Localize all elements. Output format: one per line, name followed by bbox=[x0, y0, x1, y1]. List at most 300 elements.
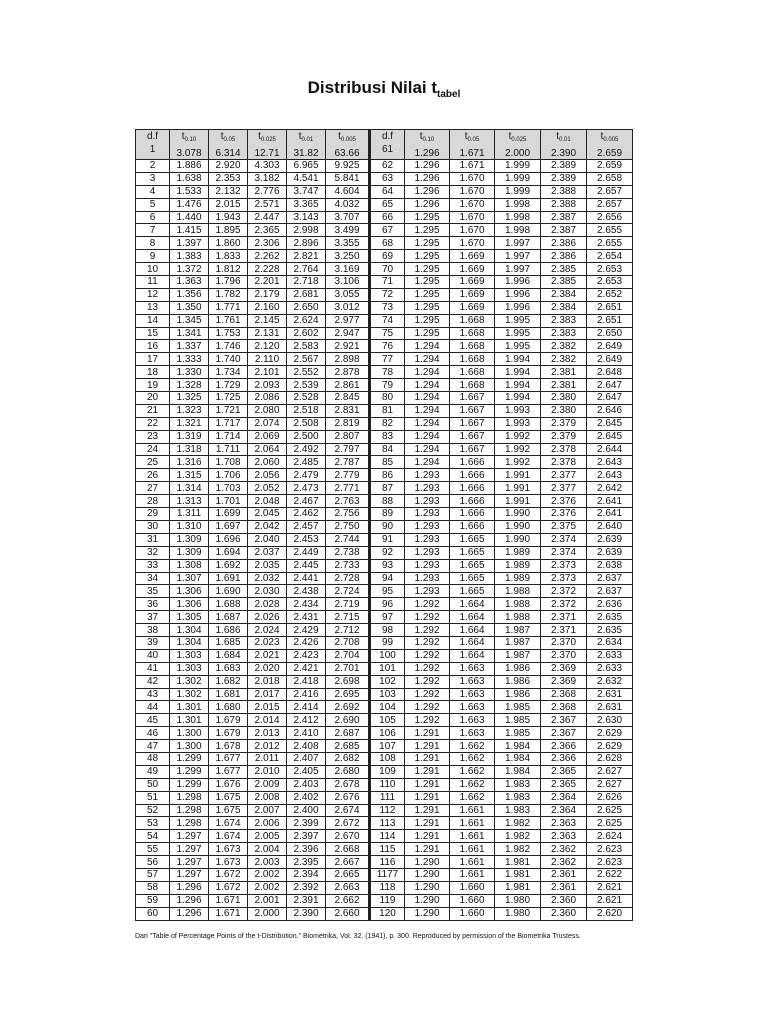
cell-value: 2.426 bbox=[287, 636, 326, 649]
cell-df: 5 bbox=[136, 198, 170, 211]
table-row bbox=[136, 740, 633, 753]
cell-value: 1.290 bbox=[405, 894, 450, 907]
cell-value: 2.492 bbox=[287, 443, 326, 456]
cell-value: 2.032 bbox=[248, 572, 287, 585]
cell-df: 44 bbox=[136, 701, 170, 714]
header-t-001-left: $t_{0.01}$ 31.82 bbox=[287, 130, 326, 160]
cell-value: 1.328 bbox=[170, 379, 209, 392]
cell-value: 2.602 bbox=[287, 327, 326, 340]
cell-value: 1.980 bbox=[495, 894, 541, 907]
header-t-010-right: $t_{0.10}$ 1.296 bbox=[405, 130, 450, 160]
cell-df: 6 bbox=[136, 211, 170, 224]
cell-value: 2.429 bbox=[287, 624, 326, 637]
cell-value: 2.365 bbox=[248, 224, 287, 237]
table-row bbox=[136, 327, 633, 340]
table-row bbox=[136, 276, 633, 289]
cell-df: 95 bbox=[370, 585, 405, 598]
cell-value: 1.323 bbox=[170, 404, 209, 417]
cell-value: 1.292 bbox=[405, 598, 450, 611]
cell-value: 1.311 bbox=[170, 508, 209, 521]
cell-value: 1.291 bbox=[405, 817, 450, 830]
cell-df: 99 bbox=[370, 636, 405, 649]
cell-value: 2.377 bbox=[541, 482, 587, 495]
table-row bbox=[136, 791, 633, 804]
cell-df: 17 bbox=[136, 353, 170, 366]
cell-value: 1.988 bbox=[495, 611, 541, 624]
cell-value: 3.143 bbox=[287, 211, 326, 224]
cell-value: 4.541 bbox=[287, 172, 326, 185]
cell-value: 1.672 bbox=[209, 881, 248, 894]
cell-value: 1.812 bbox=[209, 263, 248, 276]
cell-value: 1.315 bbox=[170, 469, 209, 482]
cell-value: 1.714 bbox=[209, 430, 248, 443]
cell-df: 56 bbox=[136, 856, 170, 869]
cell-value: 2.028 bbox=[248, 598, 287, 611]
table-row bbox=[136, 830, 633, 843]
cell-value: 1.662 bbox=[450, 778, 495, 791]
table-row bbox=[136, 495, 633, 508]
cell-df: 29 bbox=[136, 508, 170, 521]
cell-value: 2.074 bbox=[248, 417, 287, 430]
cell-value: 1.293 bbox=[405, 533, 450, 546]
cell-df: 110 bbox=[370, 778, 405, 791]
cell-value: 1.294 bbox=[405, 404, 450, 417]
cell-value: 2.920 bbox=[209, 160, 248, 173]
table-row bbox=[136, 237, 633, 250]
cell-value: 1.990 bbox=[495, 508, 541, 521]
table-row bbox=[136, 198, 633, 211]
cell-df: 51 bbox=[136, 791, 170, 804]
cell-df: 91 bbox=[370, 533, 405, 546]
cell-value: 1.638 bbox=[170, 172, 209, 185]
table-row bbox=[136, 752, 633, 765]
cell-value: 1.291 bbox=[405, 778, 450, 791]
cell-value: 2.394 bbox=[287, 868, 326, 881]
cell-value: 1.292 bbox=[405, 688, 450, 701]
cell-value: 1.292 bbox=[405, 611, 450, 624]
cell-value: 2.724 bbox=[326, 585, 370, 598]
cell-value: 1.708 bbox=[209, 456, 248, 469]
cell-value: 1.994 bbox=[495, 366, 541, 379]
cell-value: 1.999 bbox=[495, 172, 541, 185]
cell-value: 2.030 bbox=[248, 585, 287, 598]
cell-value: 1.995 bbox=[495, 340, 541, 353]
cell-value: 2.787 bbox=[326, 456, 370, 469]
cell-value: 1.296 bbox=[170, 907, 209, 920]
cell-value: 1.291 bbox=[405, 791, 450, 804]
cell-value: 1.341 bbox=[170, 327, 209, 340]
cell-value: 2.632 bbox=[587, 675, 633, 688]
cell-value: 2.380 bbox=[541, 404, 587, 417]
cell-value: 1.662 bbox=[450, 765, 495, 778]
cell-df: 104 bbox=[370, 701, 405, 714]
cell-df: 118 bbox=[370, 881, 405, 894]
cell-value: 2.014 bbox=[248, 714, 287, 727]
cell-value: 2.628 bbox=[587, 752, 633, 765]
cell-value: 2.371 bbox=[541, 611, 587, 624]
cell-value: 1.981 bbox=[495, 881, 541, 894]
cell-value: 2.228 bbox=[248, 263, 287, 276]
cell-df: 53 bbox=[136, 817, 170, 830]
cell-value: 2.004 bbox=[248, 843, 287, 856]
cell-value: 1.706 bbox=[209, 469, 248, 482]
cell-value: 2.006 bbox=[248, 817, 287, 830]
cell-value: 2.635 bbox=[587, 611, 633, 624]
cell-value: 2.681 bbox=[287, 288, 326, 301]
cell-value: 2.625 bbox=[587, 804, 633, 817]
table-row bbox=[136, 417, 633, 430]
cell-value: 2.715 bbox=[326, 611, 370, 624]
cell-df: 26 bbox=[136, 469, 170, 482]
cell-value: 1.796 bbox=[209, 276, 248, 289]
cell-value: 2.660 bbox=[326, 907, 370, 920]
table-row bbox=[136, 662, 633, 675]
cell-value: 1.987 bbox=[495, 624, 541, 637]
cell-value: 2.373 bbox=[541, 572, 587, 585]
cell-value: 1.669 bbox=[450, 301, 495, 314]
cell-value: 2.008 bbox=[248, 791, 287, 804]
cell-value: 1.304 bbox=[170, 624, 209, 637]
cell-value: 1.988 bbox=[495, 585, 541, 598]
cell-value: 2.643 bbox=[587, 469, 633, 482]
cell-value: 2.376 bbox=[541, 495, 587, 508]
cell-value: 2.647 bbox=[587, 392, 633, 405]
cell-value: 2.567 bbox=[287, 353, 326, 366]
cell-value: 1.294 bbox=[405, 417, 450, 430]
table-row bbox=[136, 340, 633, 353]
cell-df: 100 bbox=[370, 649, 405, 662]
cell-df: 28 bbox=[136, 495, 170, 508]
cell-df: 74 bbox=[370, 314, 405, 327]
cell-value: 1.319 bbox=[170, 430, 209, 443]
cell-value: 1.696 bbox=[209, 533, 248, 546]
cell-value: 2.756 bbox=[326, 508, 370, 521]
cell-value: 1.982 bbox=[495, 830, 541, 843]
cell-value: 1.295 bbox=[405, 314, 450, 327]
title-subscript: tabel bbox=[437, 89, 461, 100]
cell-value: 1.316 bbox=[170, 456, 209, 469]
cell-value: 2.131 bbox=[248, 327, 287, 340]
cell-df: 82 bbox=[370, 417, 405, 430]
cell-value: 2.621 bbox=[587, 881, 633, 894]
cell-df: 25 bbox=[136, 456, 170, 469]
cell-value: 1.293 bbox=[405, 520, 450, 533]
cell-value: 1.670 bbox=[450, 198, 495, 211]
cell-value: 2.776 bbox=[248, 185, 287, 198]
cell-df: 80 bbox=[370, 392, 405, 405]
cell-value: 1.833 bbox=[209, 250, 248, 263]
header-row bbox=[136, 130, 633, 160]
cell-value: 2.373 bbox=[541, 559, 587, 572]
cell-value: 1.305 bbox=[170, 611, 209, 624]
table-row bbox=[136, 456, 633, 469]
cell-value: 2.389 bbox=[541, 172, 587, 185]
cell-value: 3.182 bbox=[248, 172, 287, 185]
table-row bbox=[136, 301, 633, 314]
cell-value: 2.021 bbox=[248, 649, 287, 662]
cell-value: 1.984 bbox=[495, 752, 541, 765]
cell-value: 1.667 bbox=[450, 417, 495, 430]
cell-value: 1.293 bbox=[405, 495, 450, 508]
cell-value: 1.753 bbox=[209, 327, 248, 340]
cell-value: 1.980 bbox=[495, 907, 541, 920]
cell-value: 2.797 bbox=[326, 443, 370, 456]
table-row bbox=[136, 546, 633, 559]
cell-value: 1.729 bbox=[209, 379, 248, 392]
cell-value: 1.991 bbox=[495, 482, 541, 495]
cell-value: 1.666 bbox=[450, 508, 495, 521]
cell-value: 2.132 bbox=[209, 185, 248, 198]
cell-value: 1.292 bbox=[405, 714, 450, 727]
cell-value: 2.708 bbox=[326, 636, 370, 649]
cell-value: 1.666 bbox=[450, 520, 495, 533]
cell-value: 2.361 bbox=[541, 881, 587, 894]
cell-value: 2.377 bbox=[541, 469, 587, 482]
title-main: Distribusi Nilai t bbox=[307, 78, 438, 97]
table-row bbox=[136, 804, 633, 817]
cell-df: 66 bbox=[370, 211, 405, 224]
cell-value: 2.423 bbox=[287, 649, 326, 662]
cell-value: 1.297 bbox=[170, 868, 209, 881]
cell-value: 2.040 bbox=[248, 533, 287, 546]
cell-value: 2.372 bbox=[541, 598, 587, 611]
cell-value: 2.387 bbox=[541, 211, 587, 224]
cell-value: 1.297 bbox=[170, 830, 209, 843]
cell-value: 1.981 bbox=[495, 868, 541, 881]
cell-value: 2.655 bbox=[587, 237, 633, 250]
cell-value: 2.583 bbox=[287, 340, 326, 353]
t-distribution-table bbox=[135, 129, 633, 921]
cell-value: 2.641 bbox=[587, 508, 633, 521]
cell-value: 1.303 bbox=[170, 649, 209, 662]
cell-value: 2.201 bbox=[248, 276, 287, 289]
cell-value: 2.695 bbox=[326, 688, 370, 701]
cell-value: 2.384 bbox=[541, 301, 587, 314]
cell-value: 1.989 bbox=[495, 559, 541, 572]
cell-value: 1.998 bbox=[495, 224, 541, 237]
cell-df: 106 bbox=[370, 727, 405, 740]
cell-value: 1.996 bbox=[495, 301, 541, 314]
cell-value: 1.999 bbox=[495, 185, 541, 198]
cell-value: 2.728 bbox=[326, 572, 370, 585]
cell-value: 1.330 bbox=[170, 366, 209, 379]
cell-value: 1.665 bbox=[450, 585, 495, 598]
cell-value: 2.362 bbox=[541, 843, 587, 856]
cell-value: 1.296 bbox=[405, 172, 450, 185]
cell-value: 1.983 bbox=[495, 804, 541, 817]
cell-value: 2.674 bbox=[326, 804, 370, 817]
cell-value: 3.499 bbox=[326, 224, 370, 237]
cell-value: 2.445 bbox=[287, 559, 326, 572]
cell-value: 1.699 bbox=[209, 508, 248, 521]
cell-value: 1.306 bbox=[170, 585, 209, 598]
cell-value: 2.042 bbox=[248, 520, 287, 533]
cell-value: 2.434 bbox=[287, 598, 326, 611]
cell-value: 1.476 bbox=[170, 198, 209, 211]
cell-value: 1.670 bbox=[450, 172, 495, 185]
cell-value: 1.293 bbox=[405, 559, 450, 572]
cell-value: 1.297 bbox=[170, 843, 209, 856]
cell-value: 1.670 bbox=[450, 211, 495, 224]
cell-value: 2.449 bbox=[287, 546, 326, 559]
cell-value: 1.740 bbox=[209, 353, 248, 366]
table-row bbox=[136, 688, 633, 701]
cell-value: 1.292 bbox=[405, 701, 450, 714]
cell-value: 2.412 bbox=[287, 714, 326, 727]
cell-value: 1.667 bbox=[450, 430, 495, 443]
cell-value: 1.302 bbox=[170, 688, 209, 701]
cell-value: 2.659 bbox=[587, 160, 633, 173]
cell-df: 111 bbox=[370, 791, 405, 804]
cell-df: 79 bbox=[370, 379, 405, 392]
cell-value: 1.291 bbox=[405, 752, 450, 765]
cell-value: 1.984 bbox=[495, 765, 541, 778]
table-body bbox=[136, 160, 633, 921]
cell-value: 2.500 bbox=[287, 430, 326, 443]
cell-value: 2.633 bbox=[587, 662, 633, 675]
cell-value: 2.629 bbox=[587, 740, 633, 753]
cell-value: 2.360 bbox=[541, 894, 587, 907]
cell-value: 1.306 bbox=[170, 598, 209, 611]
table-row bbox=[136, 636, 633, 649]
cell-value: 2.026 bbox=[248, 611, 287, 624]
table-row bbox=[136, 482, 633, 495]
cell-value: 2.408 bbox=[287, 740, 326, 753]
cell-value: 2.650 bbox=[287, 301, 326, 314]
table-row bbox=[136, 443, 633, 456]
cell-df: 102 bbox=[370, 675, 405, 688]
cell-df: 75 bbox=[370, 327, 405, 340]
cell-df: 1177 bbox=[370, 868, 405, 881]
cell-value: 1.301 bbox=[170, 701, 209, 714]
cell-value: 2.701 bbox=[326, 662, 370, 675]
cell-value: 2.692 bbox=[326, 701, 370, 714]
cell-value: 2.639 bbox=[587, 533, 633, 546]
cell-value: 2.649 bbox=[587, 353, 633, 366]
cell-value: 2.000 bbox=[248, 907, 287, 920]
cell-value: 1.717 bbox=[209, 417, 248, 430]
cell-value: 1.694 bbox=[209, 546, 248, 559]
cell-value: 2.400 bbox=[287, 804, 326, 817]
table-row bbox=[136, 160, 633, 173]
cell-value: 2.056 bbox=[248, 469, 287, 482]
cell-value: 1.986 bbox=[495, 675, 541, 688]
cell-df: 87 bbox=[370, 482, 405, 495]
cell-value: 2.363 bbox=[541, 830, 587, 843]
cell-value: 3.250 bbox=[326, 250, 370, 263]
cell-value: 2.365 bbox=[541, 765, 587, 778]
cell-value: 2.627 bbox=[587, 765, 633, 778]
cell-value: 1.307 bbox=[170, 572, 209, 585]
cell-df: 101 bbox=[370, 662, 405, 675]
cell-value: 2.645 bbox=[587, 417, 633, 430]
footnote: Dari "Table of Percentage Points of the t-Distribution." Biometrika, Vol. 32. (1941), p. 300. Reproduced by permission of the Biometrika Trustess. bbox=[135, 933, 581, 940]
cell-value: 1.299 bbox=[170, 765, 209, 778]
cell-value: 2.262 bbox=[248, 250, 287, 263]
cell-value: 2.457 bbox=[287, 520, 326, 533]
cell-value: 2.626 bbox=[587, 791, 633, 804]
cell-df: 55 bbox=[136, 843, 170, 856]
cell-value: 1.350 bbox=[170, 301, 209, 314]
cell-df: 54 bbox=[136, 830, 170, 843]
cell-value: 1.293 bbox=[405, 585, 450, 598]
cell-value: 1.313 bbox=[170, 495, 209, 508]
cell-value: 1.991 bbox=[495, 469, 541, 482]
cell-value: 2.381 bbox=[541, 366, 587, 379]
cell-value: 1.660 bbox=[450, 881, 495, 894]
table-row bbox=[136, 868, 633, 881]
cell-value: 2.160 bbox=[248, 301, 287, 314]
cell-df: 70 bbox=[370, 263, 405, 276]
cell-value: 2.655 bbox=[587, 224, 633, 237]
cell-value: 2.438 bbox=[287, 585, 326, 598]
cell-value: 2.662 bbox=[326, 894, 370, 907]
cell-value: 1.296 bbox=[405, 185, 450, 198]
cell-df: 32 bbox=[136, 546, 170, 559]
table-row bbox=[136, 714, 633, 727]
cell-value: 1.746 bbox=[209, 340, 248, 353]
cell-value: 1.415 bbox=[170, 224, 209, 237]
cell-value: 1.995 bbox=[495, 327, 541, 340]
cell-value: 2.080 bbox=[248, 404, 287, 417]
cell-df: 77 bbox=[370, 353, 405, 366]
cell-value: 1.440 bbox=[170, 211, 209, 224]
cell-df: 18 bbox=[136, 366, 170, 379]
cell-value: 2.647 bbox=[587, 379, 633, 392]
table-row bbox=[136, 172, 633, 185]
cell-df: 10 bbox=[136, 263, 170, 276]
cell-value: 2.013 bbox=[248, 727, 287, 740]
cell-value: 1.295 bbox=[405, 224, 450, 237]
cell-df: 76 bbox=[370, 340, 405, 353]
cell-value: 2.462 bbox=[287, 508, 326, 521]
cell-value: 2.378 bbox=[541, 456, 587, 469]
cell-value: 1.294 bbox=[405, 443, 450, 456]
cell-df: 98 bbox=[370, 624, 405, 637]
cell-value: 2.712 bbox=[326, 624, 370, 637]
cell-value: 1.294 bbox=[405, 430, 450, 443]
header-t-010-left: $t_{0.10}$ 3.078 bbox=[170, 130, 209, 160]
cell-value: 1.982 bbox=[495, 843, 541, 856]
cell-value: 1.994 bbox=[495, 392, 541, 405]
cell-value: 1.663 bbox=[450, 675, 495, 688]
cell-df: 40 bbox=[136, 649, 170, 662]
cell-value: 2.552 bbox=[287, 366, 326, 379]
cell-df: 60 bbox=[136, 907, 170, 920]
cell-value: 2.002 bbox=[248, 881, 287, 894]
cell-value: 1.993 bbox=[495, 404, 541, 417]
cell-value: 1.678 bbox=[209, 740, 248, 753]
table-row bbox=[136, 598, 633, 611]
cell-df: 33 bbox=[136, 559, 170, 572]
cell-value: 1.997 bbox=[495, 237, 541, 250]
cell-value: 2.640 bbox=[587, 520, 633, 533]
cell-df: 64 bbox=[370, 185, 405, 198]
cell-value: 1.683 bbox=[209, 662, 248, 675]
cell-value: 1.675 bbox=[209, 804, 248, 817]
cell-df: 50 bbox=[136, 778, 170, 791]
cell-value: 3.012 bbox=[326, 301, 370, 314]
cell-value: 2.652 bbox=[587, 288, 633, 301]
cell-value: 2.539 bbox=[287, 379, 326, 392]
cell-value: 1.992 bbox=[495, 430, 541, 443]
cell-value: 2.947 bbox=[326, 327, 370, 340]
cell-value: 1.292 bbox=[405, 662, 450, 675]
cell-df: 13 bbox=[136, 301, 170, 314]
cell-df: 2 bbox=[136, 160, 170, 173]
cell-value: 1.665 bbox=[450, 572, 495, 585]
cell-value: 2.024 bbox=[248, 624, 287, 637]
